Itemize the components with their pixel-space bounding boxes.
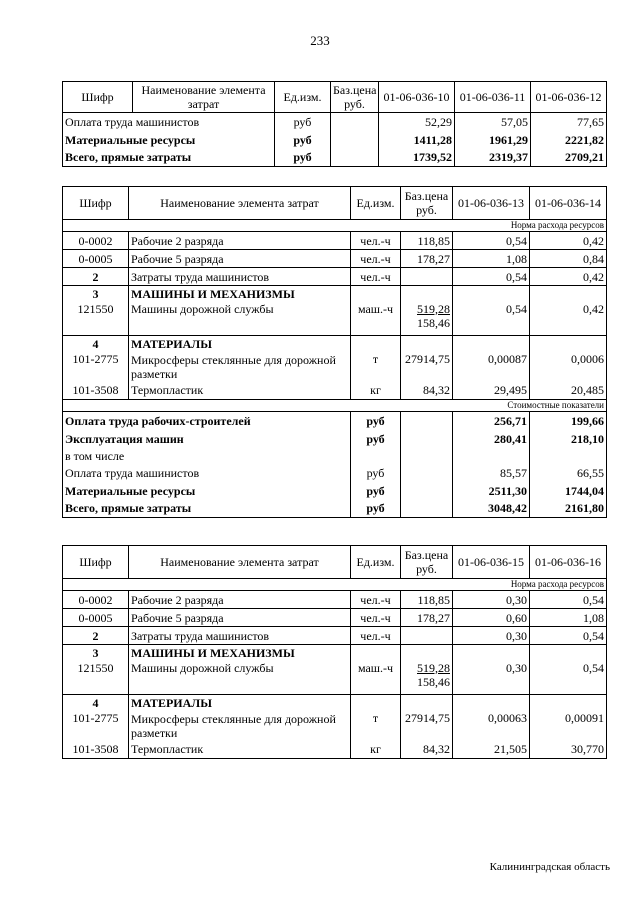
row-value: 0,54 <box>530 591 607 609</box>
row-code: 2 <box>63 627 129 645</box>
row-price: 84,32 <box>401 741 453 759</box>
row-value: 1,08 <box>530 609 607 627</box>
row-name: Рабочие 2 разряда <box>129 232 351 250</box>
row-value: 77,65 <box>531 113 607 131</box>
table-row <box>63 741 607 759</box>
section-row <box>63 286 607 302</box>
col-header-price: Баз.цена руб. <box>331 82 379 113</box>
row-name: Микросферы стеклянные для дорожной разметки <box>129 352 351 382</box>
row-code: 2 <box>63 268 129 286</box>
row-value: 57,05 <box>455 113 531 131</box>
row-value: 0,00063 <box>453 711 530 741</box>
row-unit: руб <box>351 500 401 518</box>
row-value: 0,60 <box>453 609 530 627</box>
cost-label: Стоимостные показатели <box>63 400 607 412</box>
row-value: 1739,52 <box>379 149 455 167</box>
cost-table-2 <box>62 186 607 518</box>
row-unit: чел.-ч <box>351 250 401 268</box>
section-row <box>63 645 607 661</box>
row-unit: т <box>351 352 401 382</box>
row-unit: кг <box>351 741 401 759</box>
table-row <box>63 627 607 645</box>
section-row <box>63 695 607 711</box>
section-title: МАШИНЫ И МЕХАНИЗМЫ <box>129 286 351 302</box>
col-header-name: Наименование элемента затрат <box>129 546 351 579</box>
row-price-secondary: 158,46 <box>417 315 450 330</box>
col-header-code-11: 01-06-036-11 <box>455 82 531 113</box>
table-header-row <box>63 82 607 113</box>
row-unit: кг <box>351 382 401 400</box>
table-row <box>63 268 607 286</box>
row-value: 2221,82 <box>531 131 607 149</box>
row-name: Машины дорожной службы <box>129 661 351 695</box>
row-value: 0,42 <box>530 302 607 336</box>
row-value: 52,29 <box>379 113 455 131</box>
row-name: Материальные ресурсы <box>63 131 275 149</box>
col-header-code-16: 01-06-036-16 <box>530 546 607 579</box>
col-header-unit: Ед.изм. <box>351 187 401 220</box>
row-unit: руб <box>351 430 401 448</box>
row-value: 0,54 <box>453 232 530 250</box>
row-value: 1961,29 <box>455 131 531 149</box>
col-header-unit: Ед.изм. <box>351 546 401 579</box>
row-code: 121550 <box>63 302 129 336</box>
row-value: 0,30 <box>453 627 530 645</box>
norm-label-row <box>63 220 607 232</box>
row-value: 0,54 <box>453 268 530 286</box>
row-value: 85,57 <box>453 464 530 482</box>
row-value: 256,71 <box>453 412 530 430</box>
row-unit: чел.-ч <box>351 232 401 250</box>
col-header-code-13: 01-06-036-13 <box>453 187 530 220</box>
row-price: 118,85 <box>401 591 453 609</box>
row-price: 178,27 <box>401 609 453 627</box>
row-price-secondary: 158,46 <box>417 674 450 689</box>
row-value: 280,41 <box>453 430 530 448</box>
row-value: 1744,04 <box>530 482 607 500</box>
table-row <box>63 113 607 131</box>
row-value: 0,42 <box>530 268 607 286</box>
table-header-row <box>63 187 607 220</box>
row-value: 0,42 <box>530 232 607 250</box>
row-value: 2511,30 <box>453 482 530 500</box>
row-name: Рабочие 5 разряда <box>129 250 351 268</box>
row-unit: чел.-ч <box>351 591 401 609</box>
row-name: Машины дорожной службы <box>129 302 351 336</box>
row-value: 66,55 <box>530 464 607 482</box>
row-value: 20,485 <box>530 382 607 400</box>
table-header-row <box>63 546 607 579</box>
footer-region: Калининградская область <box>489 861 610 873</box>
row-unit: чел.-ч <box>351 627 401 645</box>
section-number: 3 <box>63 286 129 302</box>
section-title: МАТЕРИАЛЫ <box>129 695 351 711</box>
row-unit: руб <box>275 131 331 149</box>
row-value: 199,66 <box>530 412 607 430</box>
table-row <box>63 464 607 482</box>
cost-table-3 <box>62 545 607 759</box>
row-unit: руб <box>351 482 401 500</box>
row-code: 101-2775 <box>63 711 129 741</box>
row-unit: руб <box>351 464 401 482</box>
table-row <box>63 591 607 609</box>
row-name: Микросферы стеклянные для дорожной разметки <box>129 711 351 741</box>
section-title: МАТЕРИАЛЫ <box>129 336 351 352</box>
table-row <box>63 232 607 250</box>
row-name: Рабочие 5 разряда <box>129 609 351 627</box>
norm-label: Норма расхода ресурсов <box>63 220 607 232</box>
table-row <box>63 412 607 430</box>
row-value: 0,00087 <box>453 352 530 382</box>
cost-label-row <box>63 400 607 412</box>
norm-label-row <box>63 579 607 591</box>
row-value: 2319,37 <box>455 149 531 167</box>
row-name: Рабочие 2 разряда <box>129 591 351 609</box>
col-header-name: Наименование элемента затрат <box>129 187 351 220</box>
table-row <box>63 250 607 268</box>
row-unit: т <box>351 711 401 741</box>
row-code: 0-0002 <box>63 232 129 250</box>
row-name: Эксплуатация машин <box>63 430 351 448</box>
row-price: 519,28 <box>417 301 450 316</box>
table-row <box>63 609 607 627</box>
table-row <box>63 149 607 167</box>
row-unit: маш.-ч <box>351 661 401 695</box>
table-row <box>63 711 607 741</box>
row-name: в том числе <box>63 448 351 464</box>
row-name: Оплата труда рабочих-строителей <box>63 412 351 430</box>
row-name: Затраты труда машинистов <box>129 268 351 286</box>
section-title: МАШИНЫ И МЕХАНИЗМЫ <box>129 645 351 661</box>
col-header-unit: Ед.изм. <box>275 82 331 113</box>
row-value: 0,00091 <box>530 711 607 741</box>
row-code: 121550 <box>63 661 129 695</box>
cost-table-1 <box>62 81 607 167</box>
row-value: 0,54 <box>530 661 607 695</box>
row-value: 2709,21 <box>531 149 607 167</box>
row-unit: чел.-ч <box>351 268 401 286</box>
table-row <box>63 500 607 518</box>
table-row <box>63 352 607 382</box>
row-value: 218,10 <box>530 430 607 448</box>
row-name: Затраты труда машинистов <box>129 627 351 645</box>
row-value: 30,770 <box>530 741 607 759</box>
section-row <box>63 336 607 352</box>
row-value: 1411,28 <box>379 131 455 149</box>
table-row <box>63 131 607 149</box>
col-header-price: Баз.цена руб. <box>401 187 453 220</box>
row-price: 519,28 <box>417 660 450 675</box>
table-row <box>63 448 607 464</box>
row-value: 0,54 <box>530 627 607 645</box>
col-header-price: Баз.цена руб. <box>401 546 453 579</box>
row-name: Оплата труда машинистов <box>63 113 275 131</box>
row-unit: маш.-ч <box>351 302 401 336</box>
row-unit: руб <box>351 412 401 430</box>
row-name: Термопластик <box>129 741 351 759</box>
page-number: 233 <box>310 33 330 48</box>
col-header-code: Шифр <box>63 187 129 220</box>
row-price: 27914,75 <box>401 352 453 382</box>
row-price: 118,85 <box>401 232 453 250</box>
row-name: Всего, прямые затраты <box>63 149 275 167</box>
row-value: 29,495 <box>453 382 530 400</box>
row-value: 2161,80 <box>530 500 607 518</box>
table-row <box>63 382 607 400</box>
row-value: 0,54 <box>453 302 530 336</box>
row-code: 0-0005 <box>63 609 129 627</box>
section-number: 4 <box>63 336 129 352</box>
row-unit: руб <box>275 149 331 167</box>
section-number: 4 <box>63 695 129 711</box>
row-value: 0,0006 <box>530 352 607 382</box>
row-value: 3048,42 <box>453 500 530 518</box>
col-header-code: Шифр <box>63 546 129 579</box>
col-header-code-15: 01-06-036-15 <box>453 546 530 579</box>
row-code: 101-2775 <box>63 352 129 382</box>
section-number: 3 <box>63 645 129 661</box>
row-unit: чел.-ч <box>351 609 401 627</box>
row-value: 0,30 <box>453 591 530 609</box>
row-name: Термопластик <box>129 382 351 400</box>
col-header-code-14: 01-06-036-14 <box>530 187 607 220</box>
row-value: 21,505 <box>453 741 530 759</box>
row-price: 84,32 <box>401 382 453 400</box>
col-header-code-12: 01-06-036-12 <box>531 82 607 113</box>
row-value: 0,84 <box>530 250 607 268</box>
row-value: 1,08 <box>453 250 530 268</box>
col-header-code: Шифр <box>63 82 133 113</box>
row-code: 0-0005 <box>63 250 129 268</box>
row-name: Материальные ресурсы <box>63 482 351 500</box>
row-code: 0-0002 <box>63 591 129 609</box>
col-header-name: Наименование элемента затрат <box>133 82 275 113</box>
row-unit: руб <box>275 113 331 131</box>
row-value: 0,30 <box>453 661 530 695</box>
table-row <box>63 482 607 500</box>
row-name: Оплата труда машинистов <box>63 464 351 482</box>
row-price: 178,27 <box>401 250 453 268</box>
row-code: 101-3508 <box>63 382 129 400</box>
row-price: 27914,75 <box>401 711 453 741</box>
table-row <box>63 661 607 695</box>
col-header-code-10: 01-06-036-10 <box>379 82 455 113</box>
table-row <box>63 302 607 336</box>
row-code: 101-3508 <box>63 741 129 759</box>
table-row <box>63 430 607 448</box>
row-name: Всего, прямые затраты <box>63 500 351 518</box>
norm-label: Норма расхода ресурсов <box>63 579 607 591</box>
